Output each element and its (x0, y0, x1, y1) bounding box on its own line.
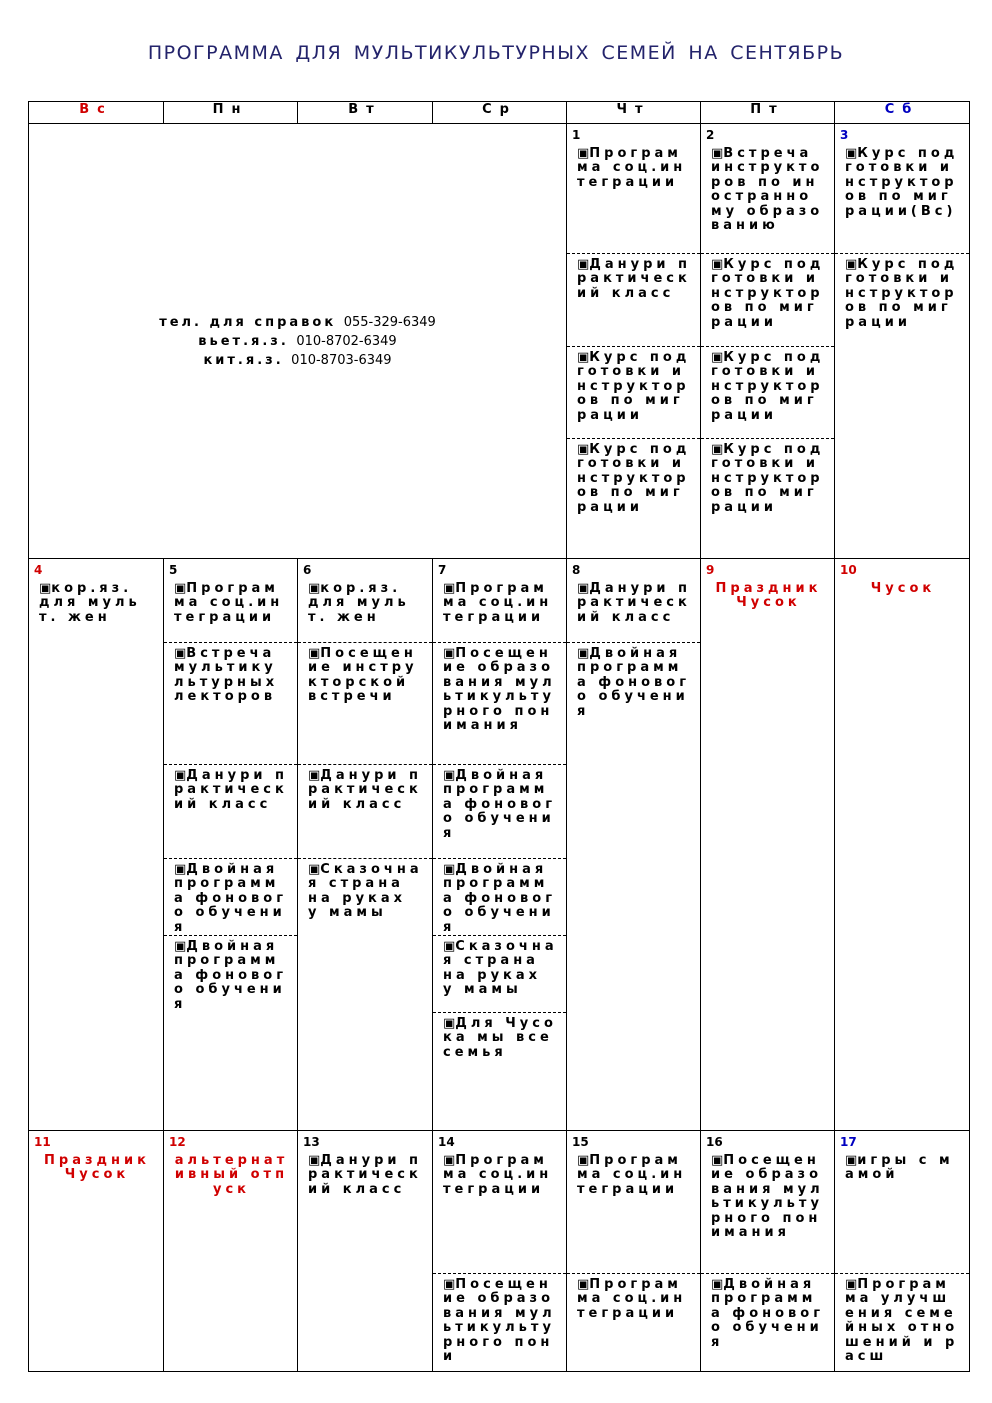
event-marker-icon: ▣ (443, 862, 456, 877)
event-item: ▣Встреча мультикультурных лекторов (164, 642, 297, 764)
event-item: ▣Программа соц.интеграции (443, 581, 553, 625)
event-item: ▣Данури практический класс (567, 253, 700, 346)
event-item: ▣Данури практический класс (164, 764, 297, 858)
event-marker-icon: ▣ (308, 646, 321, 661)
event-item: ▣Курс подготовки инструкторов по миграции (835, 253, 969, 346)
weekday-header-row (29, 102, 970, 124)
event-marker-icon: ▣ (577, 1153, 590, 1168)
event-marker-icon: ▣ (577, 257, 590, 272)
day-cell (567, 124, 701, 559)
event-item: ▣Программа соц.интеграции (577, 1153, 687, 1197)
event-marker-icon: ▣ (443, 646, 456, 661)
event-marker-icon: ▣ (174, 646, 187, 661)
event-marker-icon: ▣ (711, 442, 724, 457)
weekday-thu: Чт (567, 102, 701, 124)
event-marker-icon: ▣ (174, 862, 187, 877)
event-item: ▣Двойная программа фонового обучения (701, 1273, 834, 1369)
day-number: 10 (840, 563, 857, 577)
event-item: ▣Для Чусока мы все семья (433, 1012, 566, 1072)
day-cell (298, 1131, 433, 1372)
event-item: ▣Двойная программа фонового обучения (433, 858, 566, 935)
event-item: ▣Посещение образования мультикультурного понимания (433, 642, 566, 764)
event-item: ▣Курс подготовки инструкторов по миграции (701, 253, 834, 346)
event-item: ▣Посещение образования мультикультурного пони (433, 1273, 566, 1369)
week-row-2 (29, 559, 970, 1131)
day-number: 13 (303, 1135, 320, 1149)
day-number: 8 (572, 563, 581, 577)
event-item: ▣Программа соц.интеграции (577, 146, 687, 190)
day-number: 9 (706, 563, 715, 577)
day-number: 15 (572, 1135, 589, 1149)
day-cell (433, 559, 567, 1131)
event-marker-icon: ▣ (577, 646, 590, 661)
calendar-table (28, 101, 970, 1372)
day-cell (433, 1131, 567, 1372)
event-marker-icon: ▣ (443, 1277, 456, 1292)
event-item: ▣Данури практический класс (308, 1153, 423, 1197)
event-marker-icon: ▣ (711, 1153, 724, 1168)
page-title: ПРОГРАММА ДЛЯ МУЛЬТИКУЛЬТУРНЫХ СЕМЕЙ НА СЕНТЯБРЬ (147, 42, 845, 64)
event-marker-icon: ▣ (845, 146, 858, 161)
day-number: 16 (706, 1135, 723, 1149)
event-marker-icon: ▣ (308, 1153, 321, 1168)
event-item: ▣кор.яз. для мульт. жен (39, 581, 141, 625)
week-row-1 (29, 124, 970, 559)
event-item: ▣Посещение образования мультикультурного понимания (711, 1153, 824, 1241)
event-item: ▣Сказочная страна на руках у мамы (298, 858, 432, 938)
event-marker-icon: ▣ (174, 581, 187, 596)
weekday-tue: Вт (298, 102, 433, 124)
event-item: ▣Двойная программа фонового обучения (433, 764, 566, 858)
day-number: 3 (840, 128, 849, 142)
event-marker-icon: ▣ (845, 1277, 858, 1292)
event-item: ▣Программа улучшения семейных отношений и расш (835, 1273, 969, 1369)
holiday-label: альтернативный отпуск (174, 1153, 289, 1197)
event-item: ▣Двойная программа фонового обучения (164, 935, 297, 1015)
day-cell (567, 1131, 701, 1372)
weekday-sun: Вс (29, 102, 164, 124)
day-number: 7 (438, 563, 447, 577)
event-marker-icon: ▣ (443, 1016, 456, 1031)
day-number: 14 (438, 1135, 455, 1149)
event-item: ▣Встреча инструкторов по иностранному образованию (711, 146, 824, 234)
holiday-label: Праздник Чусок (715, 581, 822, 611)
event-item: ▣Программа соц.интеграции (443, 1153, 553, 1197)
event-item: ▣Курс подготовки инструкторов по миграции(Вс) (845, 146, 959, 219)
event-marker-icon: ▣ (711, 257, 724, 272)
event-marker-icon: ▣ (443, 581, 456, 596)
event-marker-icon: ▣ (577, 350, 590, 365)
event-item: ▣Данури практический класс (298, 764, 432, 858)
day-number: 6 (303, 563, 312, 577)
day-cell (701, 124, 835, 559)
day-number: 5 (169, 563, 178, 577)
event-marker-icon: ▣ (711, 350, 724, 365)
event-item: ▣кор.яз. для мульт. жен (308, 581, 410, 625)
day-cell (835, 1131, 970, 1372)
day-number: 12 (169, 1135, 186, 1149)
day-number: 4 (34, 563, 43, 577)
event-item: ▣игры с мамой (845, 1153, 954, 1183)
contact-info-cell (29, 124, 567, 559)
event-marker-icon: ▣ (845, 257, 858, 272)
event-item: ▣Курс подготовки инструкторов по миграции (701, 438, 834, 538)
weekday-fri: Пт (701, 102, 835, 124)
event-marker-icon: ▣ (577, 442, 590, 457)
event-item: ▣Курс подготовки инструкторов по миграции (567, 346, 700, 438)
event-marker-icon: ▣ (443, 939, 456, 954)
day-cell (29, 1131, 164, 1372)
contact-line-vietnamese: вьет.я.з. 010-8702-6349 (198, 333, 397, 349)
day-number: 11 (34, 1135, 51, 1149)
weekday-sat: Сб (835, 102, 970, 124)
event-marker-icon: ▣ (577, 581, 590, 596)
event-marker-icon: ▣ (711, 1277, 724, 1292)
event-marker-icon: ▣ (443, 1153, 456, 1168)
event-marker-icon: ▣ (443, 768, 456, 783)
day-cell (835, 559, 970, 1131)
event-marker-icon: ▣ (577, 146, 590, 161)
day-cell (701, 1131, 835, 1372)
contact-line-chinese: кит.я.з. 010-8703-6349 (203, 352, 392, 368)
event-marker-icon: ▣ (174, 768, 187, 783)
holiday-label: Чусок (870, 581, 936, 596)
event-item: ▣Программа соц.интеграции (174, 581, 284, 625)
event-item: ▣Двойная программа фонового обучения (567, 642, 700, 722)
day-number: 17 (840, 1135, 857, 1149)
event-marker-icon: ▣ (577, 1277, 590, 1292)
day-cell (164, 1131, 298, 1372)
event-item: ▣Двойная программа фонового обучения (164, 858, 297, 935)
event-marker-icon: ▣ (308, 581, 321, 596)
event-item: ▣Сказочная страна на руках у мамы (433, 935, 566, 1012)
day-cell (567, 559, 701, 1131)
day-number: 1 (572, 128, 581, 142)
event-item: ▣Курс подготовки инструкторов по миграции (567, 438, 700, 538)
day-number: 2 (706, 128, 715, 142)
day-cell (298, 559, 433, 1131)
event-marker-icon: ▣ (308, 768, 321, 783)
event-marker-icon: ▣ (308, 862, 321, 877)
day-cell (164, 559, 298, 1131)
event-marker-icon: ▣ (174, 939, 187, 954)
event-marker-icon: ▣ (845, 1153, 858, 1168)
event-item: ▣Посещение инструкторской встречи (298, 642, 432, 764)
contact-line-general: тел. для справок 055-329-6349 (159, 314, 436, 330)
day-cell (29, 559, 164, 1131)
event-marker-icon: ▣ (711, 146, 724, 161)
event-item: ▣Данури практический класс (577, 581, 692, 625)
week-row-3 (29, 1131, 970, 1372)
weekday-wed: Ср (433, 102, 567, 124)
weekday-mon: Пн (164, 102, 298, 124)
event-marker-icon: ▣ (39, 581, 52, 596)
event-item: ▣Программа соц.интеграции (567, 1273, 700, 1369)
event-item: ▣Курс подготовки инструкторов по миграции (701, 346, 834, 438)
day-cell (835, 124, 970, 559)
holiday-label: Праздник Чусок (44, 1153, 150, 1183)
day-cell (701, 559, 835, 1131)
